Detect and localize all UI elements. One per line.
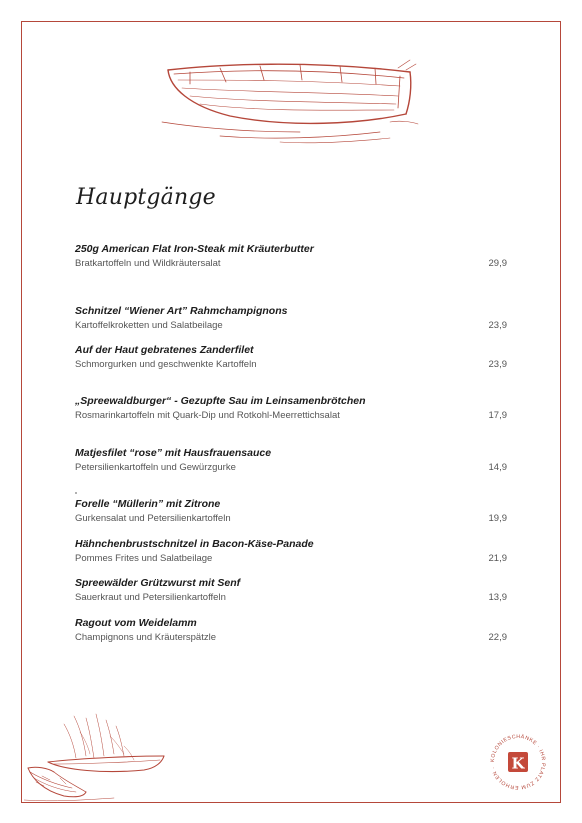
menu-item: [75, 305, 507, 331]
menu-item-description: Sauerkraut und Petersilienkartoffeln: [75, 592, 226, 603]
stray-dot: [75, 492, 77, 494]
menu-item-price: 22,9: [488, 632, 507, 643]
menu-item-price: 13,9: [488, 592, 507, 603]
menu-item: [75, 498, 507, 524]
menu-item-name: Forelle “Müllerin” mit Zitrone: [75, 498, 221, 510]
restaurant-logo: [486, 730, 550, 794]
menu-item-name: 250g American Flat Iron-Steak mit Kräuterbutter: [75, 243, 314, 255]
menu-item: [75, 447, 507, 473]
menu-item: [75, 538, 507, 564]
menu-item-name: Matjesfilet “rose” mit Hausfrauensauce: [75, 447, 272, 459]
logo-letter: K: [511, 754, 525, 773]
menu-item-name: Schnitzel “Wiener Art” Rahmchampignons: [75, 305, 288, 317]
menu-item: [75, 243, 507, 269]
rowboat-illustration: [160, 58, 420, 148]
menu-item-name: Ragout vom Weidelamm: [75, 617, 197, 629]
menu-item-description: Gurkensalat und Petersilienkartoffeln: [75, 513, 231, 524]
menu-item: [75, 395, 507, 421]
menu-item-price: 17,9: [488, 410, 507, 421]
menu-item-price: 29,9: [488, 258, 507, 269]
section-title: Hauptgänge: [76, 185, 216, 210]
menu-item-description: Pommes Frites und Salatbeilage: [75, 553, 213, 564]
menu-item-description: Champignons und Kräuterspätzle: [75, 632, 217, 643]
menu-item-name: Hähnchenbrustschnitzel in Bacon-Käse-Panade: [75, 538, 314, 550]
menu-item-price: 23,9: [488, 320, 507, 331]
menu-item-description: Bratkartoffeln und Wildkräutersalat: [75, 258, 221, 269]
menu-item: [75, 617, 507, 643]
menu-item-description: Petersilienkartoffeln und Gewürzgurke: [75, 462, 236, 473]
menu-item: [75, 344, 507, 370]
menu-item-name: Auf der Haut gebratenes Zanderfilet: [75, 344, 254, 356]
menu-item-price: 14,9: [488, 462, 507, 473]
menu-item-description: Rosmarinkartoffeln mit Quark-Dip und Rotkohl-Meerrettichsalat: [75, 410, 340, 421]
menu-item-price: 23,9: [488, 359, 507, 370]
logo-ring-text: KOLONIESCHÄNKE · IHR PLATZ ZUM ERHOLEN ·: [489, 733, 547, 791]
menu-item-description: Schmorgurken und geschwenkte Kartoffeln: [75, 359, 257, 370]
menu-item: [75, 577, 507, 603]
menu-item-name: Spreewälder Grützwurst mit Senf: [75, 577, 241, 589]
menu-item-price: 19,9: [488, 513, 507, 524]
menu-item-price: 21,9: [488, 553, 507, 564]
menu-item-name: „Spreewaldburger“ - Gezupfte Sau im Leinsamenbrötchen: [75, 395, 366, 407]
canoe-illustration: [24, 712, 174, 804]
menu-item-description: Kartoffelkroketten und Salatbeilage: [75, 320, 223, 331]
